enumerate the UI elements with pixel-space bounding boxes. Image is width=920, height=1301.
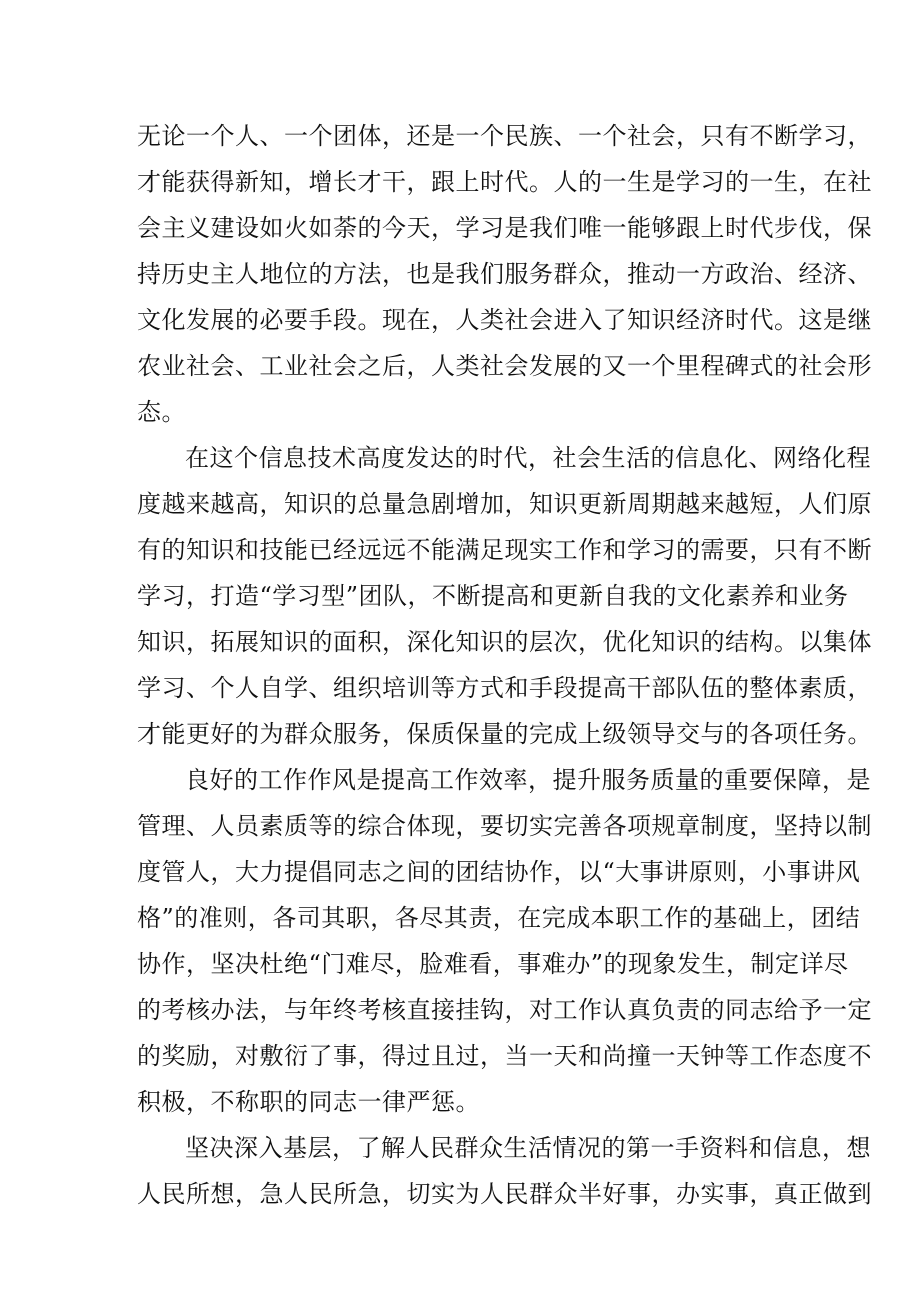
text-line: 才能更好的为群众服务，保质保量的完成上级领导交与的各项任务。: [137, 720, 872, 748]
text-line: 学习、个人自学、组织培训等方式和手段提高干部队伍的整体素质，: [137, 674, 872, 702]
text-line: 度越来越高，知识的总量急剧增加，知识更新周期越来越短，人们原: [137, 490, 872, 518]
text-line: 管理、人员素质等的综合体现，要切实完善各项规章制度，坚持以制: [137, 812, 872, 840]
text-line: 才能获得新知，增长才干，跟上时代。人的一生是学习的一生，在社: [137, 168, 872, 196]
text-line: 会主义建设如火如荼的今天，学习是我们唯一能够跟上时代步伐，保: [137, 214, 872, 242]
text-line: 人民所想，急人民所急，切实为人民群众半好事，办实事，真正做到: [137, 1180, 872, 1208]
text-line: 坚决深入基层，了解人民群众生活情况的第一手资料和信息，想: [185, 1134, 871, 1162]
text-line: 态。: [137, 398, 186, 426]
text-line: 学习，打造“学习型”团队，不断提高和更新自我的文化素养和业务: [137, 582, 849, 610]
text-line: 知识，拓展知识的面积，深化知识的层次，优化知识的结构。以集体: [137, 628, 872, 656]
text-line: 度管人，大力提倡同志之间的团结协作，以“大事讲原则，小事讲风: [137, 858, 861, 886]
paragraph-3: [137, 757, 872, 1125]
paragraph-1: [137, 113, 872, 435]
text-line: 在这个信息技术高度发达的时代，社会生活的信息化、网络化程: [185, 444, 871, 472]
text-line: 无论一个人、一个团体，还是一个民族、一个社会，只有不断学习，: [137, 122, 872, 150]
paragraph-4: [137, 1125, 872, 1217]
text-line: 持历史主人地位的方法，也是我们服务群众，推动一方政治、经济、: [137, 260, 872, 288]
text-line: 的考核办法，与年终考核直接挂钩，对工作认真负责的同志给予一定: [137, 996, 872, 1024]
text-line: 农业社会、工业社会之后，人类社会发展的又一个里程碑式的社会形: [137, 352, 872, 380]
document-body: [137, 113, 872, 1217]
text-line: 积极，不称职的同志一律严惩。: [137, 1088, 480, 1116]
text-line: 良好的工作作风是提高工作效率，提升服务质量的重要保障，是: [185, 766, 871, 794]
text-line: 协作，坚决杜绝“门难尽，脸难看，事难办”的现象发生，制定详尽: [137, 950, 849, 978]
paragraph-2: [137, 435, 872, 757]
text-line: 的奖励，对敷衍了事，得过且过，当一天和尚撞一天钟等工作态度不: [137, 1042, 872, 1070]
text-line: 格”的准则，各司其职，各尽其责，在完成本职工作的基础上，团结: [137, 904, 861, 932]
text-line: 文化发展的必要手段。现在，人类社会进入了知识经济时代。这是继: [137, 306, 872, 334]
text-line: 有的知识和技能已经远远不能满足现实工作和学习的需要，只有不断: [137, 536, 872, 564]
